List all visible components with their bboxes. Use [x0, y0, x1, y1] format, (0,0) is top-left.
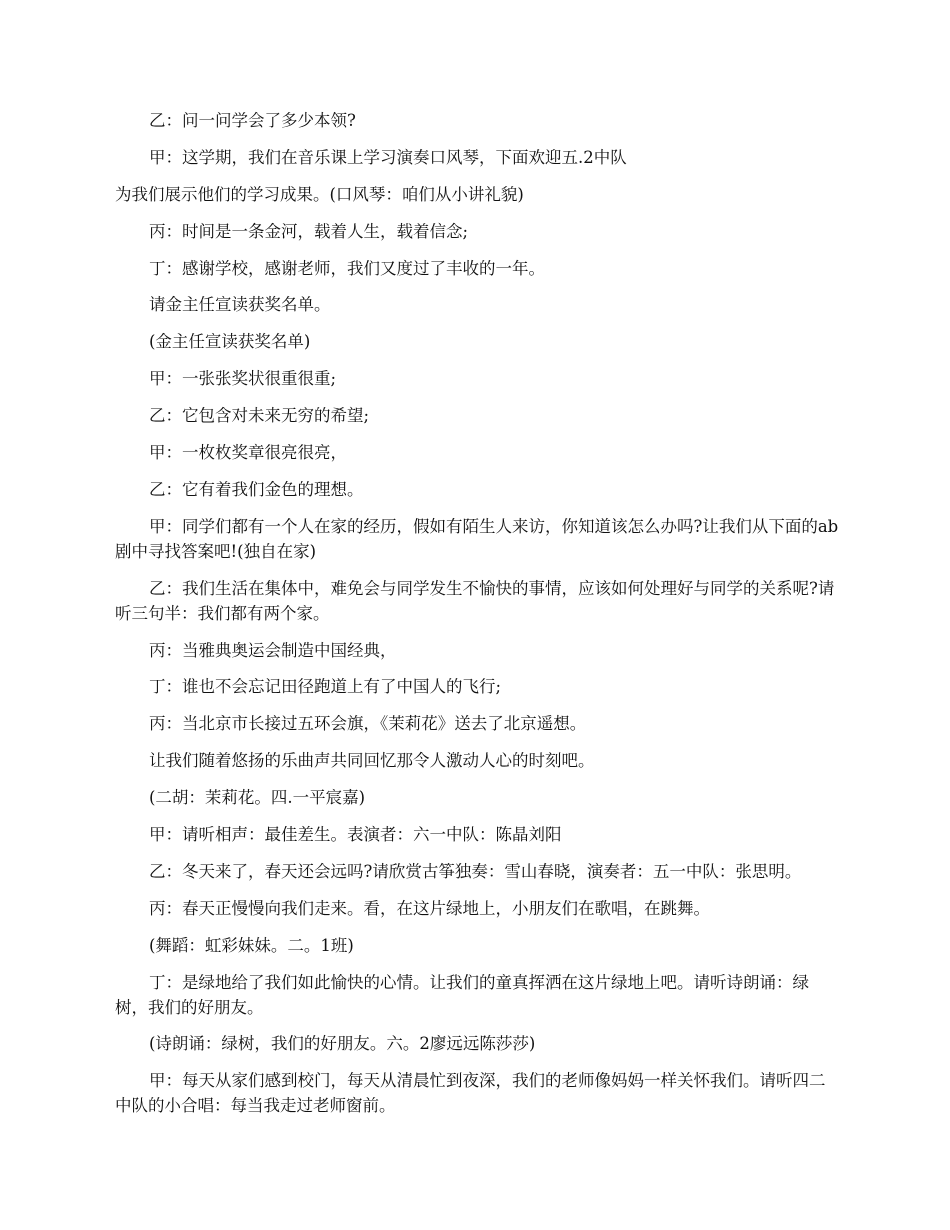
paragraph: 请金主任宣读获奖名单。 [149, 295, 331, 315]
paragraph: (舞蹈：虹彩妹妹。二。1班) [149, 935, 354, 955]
document-body [115, 108, 840, 1130]
paragraph: 乙：我们生活在集体中，难免会与同学发生不愉快的事情，应该如何处理好与同学的关系呢?请听三句半：我们都有两个家。 [115, 578, 835, 623]
paragraph: (金主任宣读获奖名单) [149, 332, 311, 352]
paragraph: 乙：它包含对未来无穷的希望; [149, 406, 370, 426]
paragraph: 甲：同学们都有一个人在家的经历，假如有陌生人来访，你知道该怎么办吗?让我们从下面的ab剧中寻找答案吧!(独自在家) [115, 516, 839, 561]
paragraph: 让我们随着悠扬的乐曲声共同回忆那令人激动人心的时刻吧。 [149, 751, 595, 771]
paragraph: 乙：冬天来了，春天还会远吗?请欣赏古筝独奏：雪山春晓，演奏者：五一中队：张思明。 [149, 861, 802, 881]
paragraph: 乙：它有着我们金色的理想。 [149, 479, 364, 499]
paragraph: 甲：一张张奖状很重很重; [149, 369, 337, 389]
paragraph: 丙：当雅典奥运会制造中国经典， [149, 640, 397, 660]
paragraph: 为我们展示他们的学习成果。(口风琴：咱们从小讲礼貌) [115, 184, 524, 204]
paragraph: 丙：时间是一条金河，载着人生，载着信念; [149, 221, 469, 241]
paragraph: 甲：每天从家们感到校门，每天从清晨忙到夜深，我们的老师像妈妈一样关怀我们。请听四二中队的小合唱：每当我走过老师窗前。 [115, 1071, 826, 1116]
paragraph: 甲：一枚枚奖章很亮很亮， [149, 443, 347, 463]
paragraph: 丙：当北京市长接过五环会旗，《茉莉花》送去了北京遥想。 [149, 714, 587, 734]
paragraph: 丁：谁也不会忘记田径跑道上有了中国人的飞行; [149, 677, 502, 697]
paragraph: 乙：问一问学会了多少本领? [149, 111, 356, 130]
paragraph: (二胡：茉莉花。四.一平宸嘉) [149, 788, 366, 808]
paragraph: (诗朗诵：绿树，我们的好朋友。六。2廖远远陈莎莎) [149, 1034, 536, 1054]
paragraph: 丁：感谢学校，感谢老师，我们又度过了丰收的一年。 [149, 258, 545, 278]
paragraph: 甲：这学期，我们在音乐课上学习演奏口风琴，下面欢迎五.2中队 [149, 147, 627, 167]
paragraph: 甲：请听相声：最佳差生。表演者：六一中队：陈晶刘阳 [149, 825, 562, 845]
paragraph: 丙：春天正慢慢向我们走来。看，在这片绿地上，小朋友们在歌唱，在跳舞。 [149, 898, 710, 918]
paragraph: 丁：是绿地给了我们如此愉快的心情。让我们的童真挥洒在这片绿地上吧。请听诗朗诵：绿树，我们的好朋友。 [115, 972, 809, 1017]
